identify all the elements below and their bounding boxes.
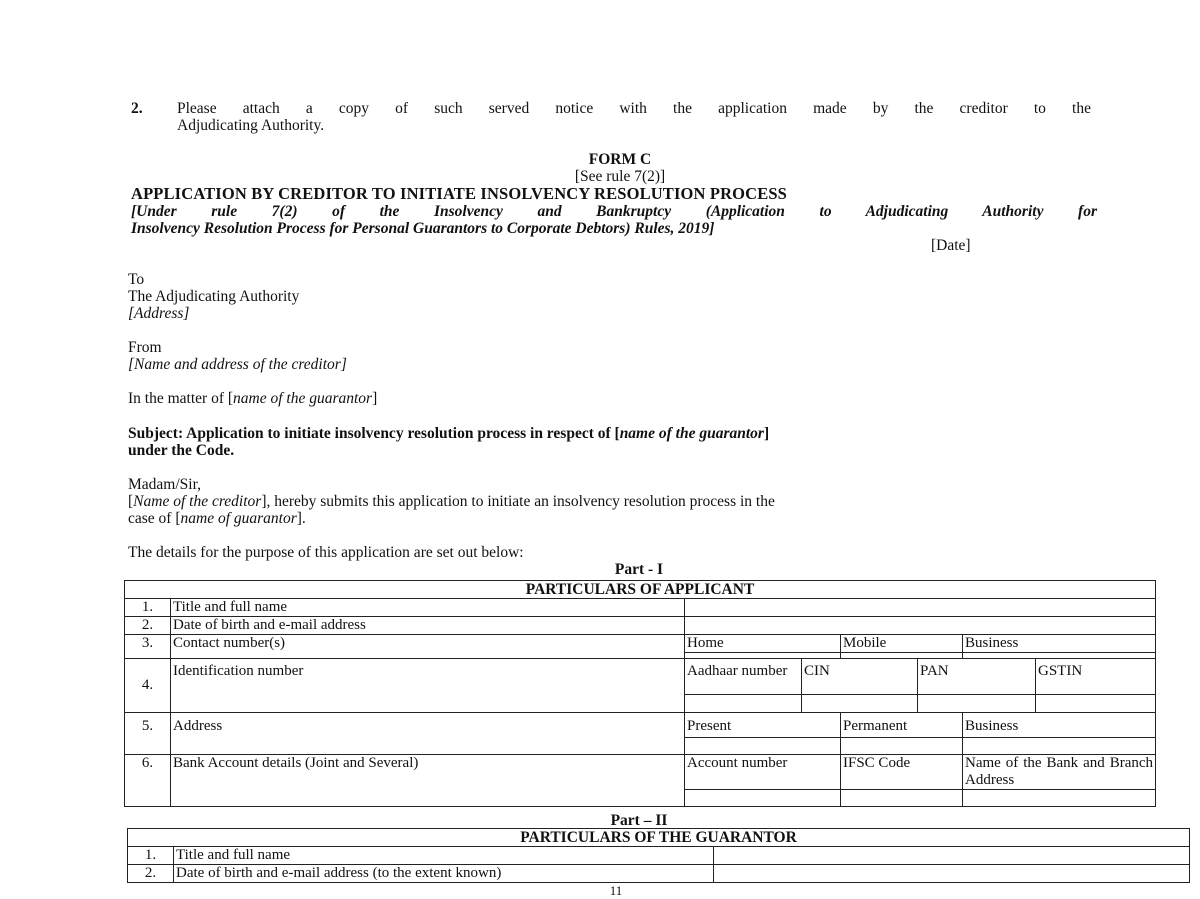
contact-mobile-header: Mobile bbox=[841, 635, 963, 653]
part2-row1-value bbox=[714, 847, 1190, 865]
address-business-header: Business bbox=[963, 713, 1156, 738]
body-line1: [Name of the creditor], hereby submits this application to initiate an insolvency resolution process in the bbox=[128, 493, 775, 510]
part1-row6-label: Bank Account details (Joint and Several) bbox=[171, 755, 685, 807]
part1-table bbox=[124, 580, 1156, 807]
body-details: The details for the purpose of this application are set out below: bbox=[128, 544, 524, 561]
page-number: 11 bbox=[609, 883, 623, 898]
contact-business-header: Business bbox=[963, 635, 1156, 653]
part1-label: Part - I bbox=[614, 561, 664, 578]
part1-row1-value bbox=[685, 599, 1156, 617]
id-cin-value bbox=[802, 695, 918, 713]
address-business-value bbox=[963, 738, 1156, 755]
part1-row4-num: 4. bbox=[125, 659, 171, 713]
bank-name-header: Name of the Bank and Branch Address bbox=[963, 755, 1156, 790]
bank-ifsc-value bbox=[841, 790, 963, 807]
from-label: From bbox=[128, 339, 162, 356]
part1-row2-label: Date of birth and e-mail address bbox=[171, 617, 685, 635]
form-rule: [See rule 7(2)] bbox=[574, 168, 666, 185]
matter-line: In the matter of [name of the guarantor] bbox=[128, 390, 378, 407]
part2-row2-num: 2. bbox=[128, 865, 174, 883]
part2-label: Part – II bbox=[610, 812, 668, 829]
part2-row2-value bbox=[714, 865, 1190, 883]
part1-row1-label: Title and full name bbox=[171, 599, 685, 617]
part1-row1-num: 1. bbox=[125, 599, 171, 617]
part1-row4-label: Identification number bbox=[171, 659, 685, 713]
note-text-line1: Please attach a copy of such served notice with the application made by the creditor to the bbox=[177, 100, 1091, 117]
bank-account-header: Account number bbox=[685, 755, 841, 790]
part1-row3-num: 3. bbox=[125, 635, 171, 659]
id-pan-value bbox=[918, 695, 1036, 713]
id-pan-header: PAN bbox=[918, 659, 1036, 695]
part2-heading: PARTICULARS OF THE GUARANTOR bbox=[128, 829, 1190, 847]
part1-row2-num: 2. bbox=[125, 617, 171, 635]
part2-table bbox=[127, 828, 1190, 883]
part1-row3-label: Contact number(s) bbox=[171, 635, 685, 659]
part1-row5-label: Address bbox=[171, 713, 685, 755]
salutation: Madam/Sir, bbox=[128, 476, 201, 493]
part1-row2-value bbox=[685, 617, 1156, 635]
form-heading: APPLICATION BY CREDITOR TO INITIATE INSOLVENCY RESOLUTION PROCESS bbox=[131, 184, 788, 203]
part2-row2-label: Date of birth and e-mail address (to the extent known) bbox=[174, 865, 714, 883]
part2-row1-label: Title and full name bbox=[174, 847, 714, 865]
id-gstin-header: GSTIN bbox=[1036, 659, 1156, 695]
form-under-line1: [Under rule 7(2) of the Insolvency and Bankruptcy (Application to Adjudicating Authority for bbox=[131, 203, 1097, 220]
subject-line1: Subject: Application to initiate insolvency resolution process in respect of [name of the guarantor] bbox=[128, 425, 770, 442]
address-present-value bbox=[685, 738, 841, 755]
bank-ifsc-header: IFSC Code bbox=[841, 755, 963, 790]
to-authority: The Adjudicating Authority bbox=[128, 288, 300, 305]
note-number: 2. bbox=[131, 100, 143, 117]
address-present-header: Present bbox=[685, 713, 841, 738]
form-under-line2: Insolvency Resolution Process for Personal Guarantors to Corporate Debtors) Rules, 2019] bbox=[131, 220, 715, 237]
to-label: To bbox=[128, 271, 145, 288]
contact-home-header: Home bbox=[685, 635, 841, 653]
subject-line2: under the Code. bbox=[128, 442, 235, 459]
id-gstin-value bbox=[1036, 695, 1156, 713]
address-permanent-value bbox=[841, 738, 963, 755]
bank-account-value bbox=[685, 790, 841, 807]
to-address: [Address] bbox=[128, 305, 190, 322]
note-text-line2: Adjudicating Authority. bbox=[177, 117, 325, 134]
part1-heading: PARTICULARS OF APPLICANT bbox=[125, 581, 1156, 599]
part1-row6-num: 6. bbox=[125, 755, 171, 807]
id-aadhaar-header: Aadhaar number bbox=[685, 659, 802, 695]
form-date: [Date] bbox=[931, 237, 971, 254]
address-permanent-header: Permanent bbox=[841, 713, 963, 738]
body-line2: case of [name of guarantor]. bbox=[128, 510, 306, 527]
form-title: FORM C bbox=[588, 151, 652, 168]
from-creditor: [Name and address of the creditor] bbox=[128, 356, 347, 373]
id-aadhaar-value bbox=[685, 695, 802, 713]
bank-name-value bbox=[963, 790, 1156, 807]
part1-row5-num: 5. bbox=[125, 713, 171, 755]
id-cin-header: CIN bbox=[802, 659, 918, 695]
part2-row1-num: 1. bbox=[128, 847, 174, 865]
